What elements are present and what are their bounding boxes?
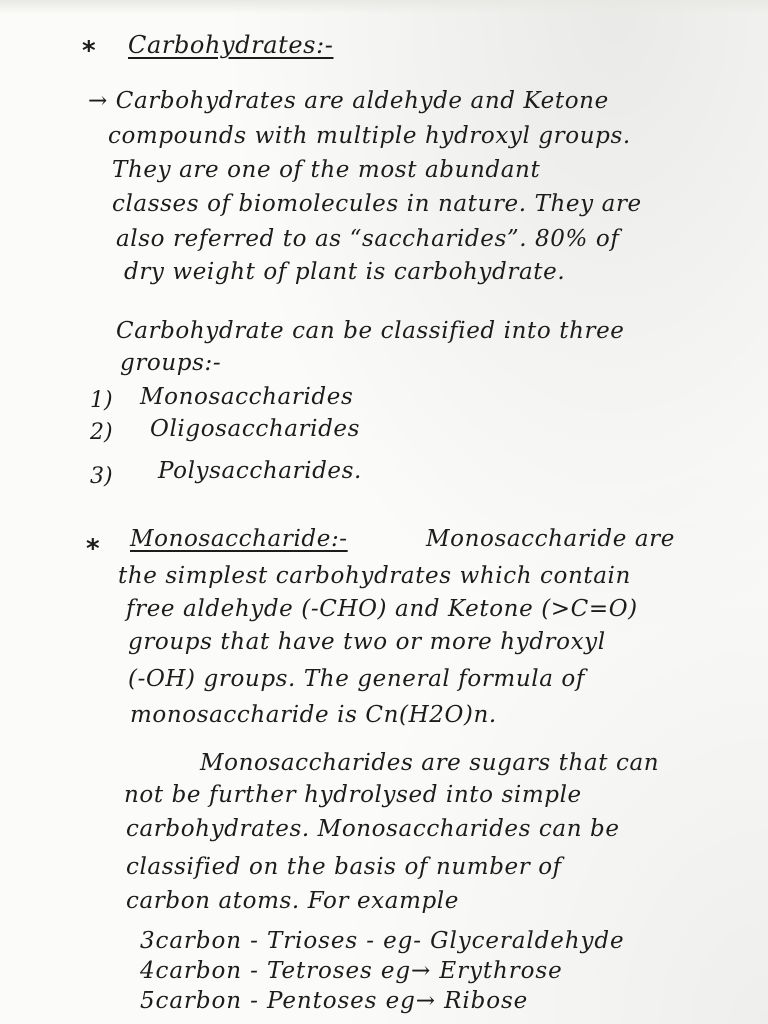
list-number-3: 3) [90, 464, 113, 489]
list-item-polysaccharides: Polysaccharides. [158, 458, 362, 484]
mono-bullet: * [86, 534, 100, 564]
intro-line-2: compounds with multiple hydroxyl groups. [108, 123, 631, 149]
mono-first-line: Monosaccharide are [426, 526, 675, 552]
intro-line-6: dry weight of plant is carbohydrate. [124, 259, 566, 285]
para2-line-4: classified on the basis of number of [126, 854, 562, 880]
list-item-monosaccharides: Monosaccharides [140, 384, 354, 410]
list-number-1: 1) [90, 388, 113, 413]
heading-title: Carbohydrates:- [128, 31, 334, 59]
mono-line-3: groups that have two or more hydroxyl [128, 629, 606, 655]
classification-line-2: groups:- [120, 350, 222, 376]
example-line-tetroses: 4carbon - Tetroses eg→ Erythrose [140, 958, 563, 984]
intro-line-3: They are one of the most abundant [112, 157, 541, 183]
para2-line-5: carbon atoms. For example [126, 888, 459, 914]
para2-line-2: not be further hydrolysed into simple [124, 782, 582, 808]
mono-line-1: the simplest carbohydrates which contain [118, 563, 631, 589]
mono-line-4: (-OH) groups. The general formula of [128, 666, 585, 692]
mono-line-5: monosaccharide is Cn(H2O)n. [130, 702, 497, 728]
example-line-trioses: 3carbon - Trioses - eg- Glyceraldehyde [140, 928, 625, 954]
example-line-pentoses: 5carbon - Pentoses eg→ Ribose [140, 988, 529, 1014]
intro-line-1: → Carbohydrates are aldehyde and Ketone [88, 88, 609, 114]
intro-line-5: also referred to as “saccharides”. 80% of [116, 226, 620, 252]
classification-line-1: Carbohydrate can be classified into three [116, 318, 625, 344]
list-number-2: 2) [90, 420, 113, 445]
para2-line-3: carbohydrates. Monosaccharides can be [126, 816, 620, 842]
intro-line-4: classes of biomolecules in nature. They are [112, 191, 642, 217]
mono-term: Monosaccharide:- [130, 526, 348, 552]
mono-line-2: free aldehyde (-CHO) and Ketone (>C=O) [126, 596, 638, 622]
list-item-oligosaccharides: Oligosaccharides [150, 416, 361, 442]
para2-line-1: Monosaccharides are sugars that can [200, 750, 660, 776]
heading-bullet: * [82, 36, 96, 66]
page-shadow [0, 0, 768, 14]
